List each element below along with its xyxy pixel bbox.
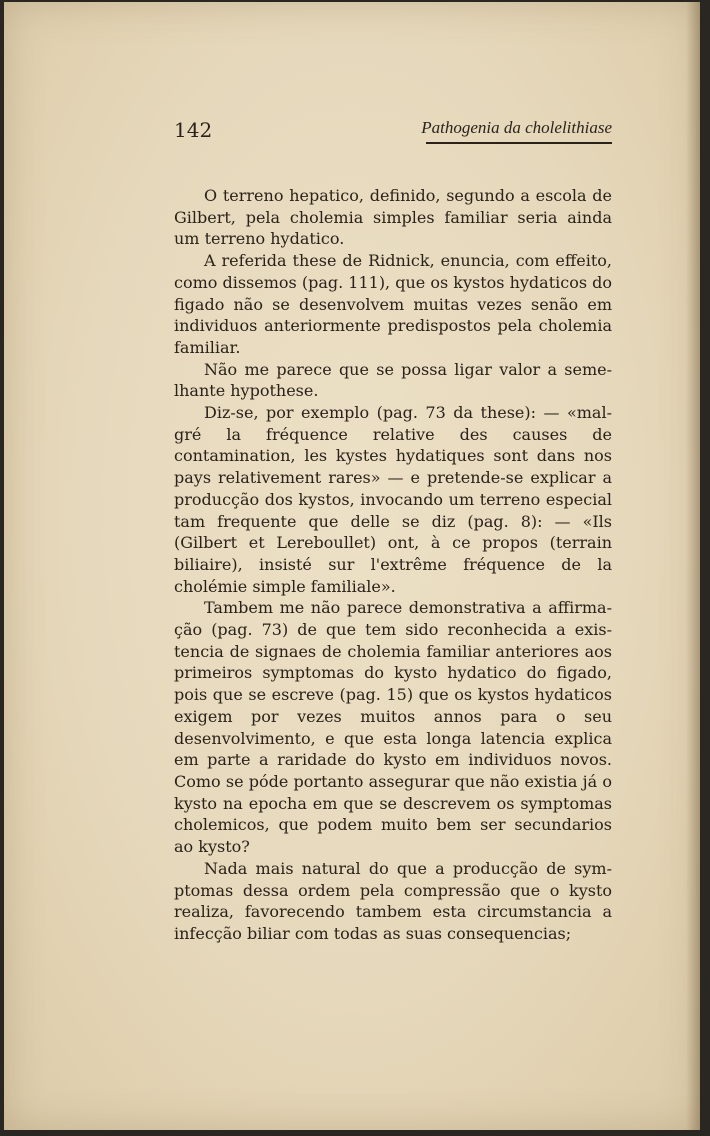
running-head: Pathogenia da cholelithiase [421,118,612,137]
book-page [4,2,700,1130]
paragraph: Nada mais natural do que a producção de symptomas dessa ordem pela compressão que o kysto realiza, favorecendo tambem esta circumstancia a infecção biliar com todas as suas consequencias; [174,858,612,943]
page-header [174,114,612,146]
paragraph: Diz-se, por exemplo (pag. 73 da these): — «malgré la fréquence relative des causes de contamination, les kystes hydatiques sont dans nos pays relativement rares» — e pretende-se explicar a producção dos kystos, invocando um terreno especial tam frequente que delle se diz (pag. 8): — «Ils (Gilbert et Lereboullet) ont, à ce propos (terrain biliaire), insisté sur l'extrême fréquence de la cholémie simple familiale». [174,403,612,596]
body-text [174,185,612,945]
paragraph: Não me parece que se possa ligar valor a semelhante hypothese. [174,359,612,401]
paragraph: O terreno hepatico, definido, segundo a escola de Gilbert, pela cholemia simples familiar seria ainda um terreno hydatico. [174,186,612,249]
header-rule [426,142,612,144]
page-number: 142 [174,118,213,142]
paragraph: A referida these de Ridnick, enuncia, com effeito, como dissemos (pag. 111), que os kystos hydaticos do figado não se desenvolvem muitas vezes senão em individuos anteriormente predispostos pela cholemia familiar. [174,251,612,357]
paragraph: Tambem me não parece demonstrativa a affirmação (pag. 73) de que tem sido reconhecida a existencia de signaes de cholemia familiar anteriores aos primeiros symptomas do kysto hydatico do figado, pois que se escreve (pag. 15) que os kystos hydaticos exigem por vezes muitos annos para o seu desenvolvimento, e que esta longa latencia explica em parte a raridade do kysto em individuos novos. Como se póde portanto assegurar que não existia já o kysto na epocha em que se descrevem os symptomas cholemicos, que podem muito bem ser secundarios ao kysto? [174,598,612,857]
